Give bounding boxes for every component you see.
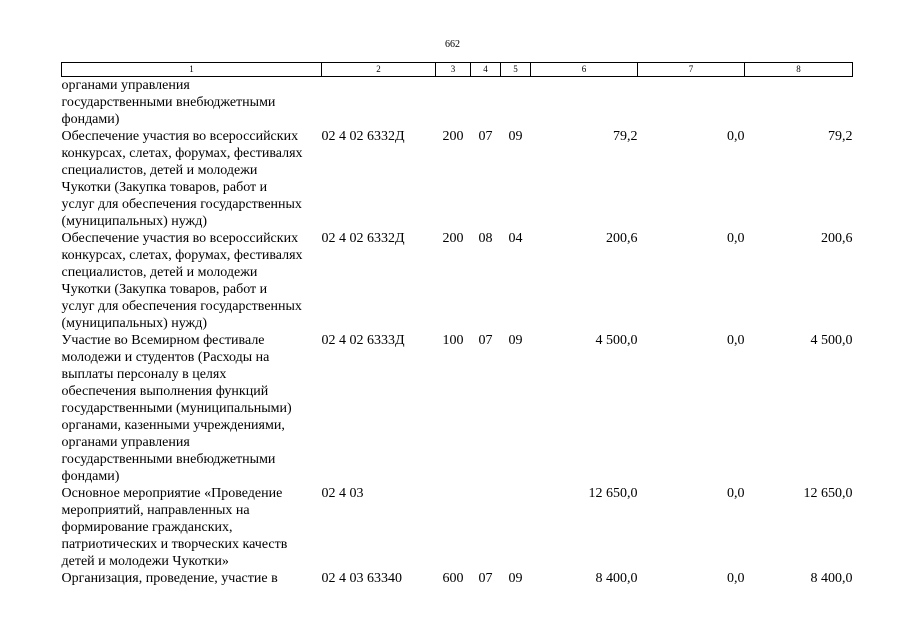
table-header-row — [62, 63, 853, 77]
row-value-6: 4 500,0 — [595, 333, 638, 348]
row-value-8: 79,2 — [828, 129, 853, 144]
row-value-8: 4 500,0 — [810, 333, 853, 348]
row-expense-type — [436, 77, 471, 129]
row-expense-type: 600 — [442, 571, 464, 586]
row-section — [471, 77, 501, 129]
row-expense-type: 200 — [442, 231, 464, 246]
row-section — [471, 485, 501, 570]
column-header: 7 — [638, 63, 745, 77]
column-header: 8 — [745, 63, 853, 77]
row-code: 02 4 02 6332Д — [321, 231, 405, 246]
page-number: 662 — [445, 39, 460, 50]
row-section: 07 — [478, 333, 493, 348]
row-value-8: 12 650,0 — [803, 486, 853, 501]
row-description: Организация, проведение, участие в — [61, 571, 278, 586]
row-subsection — [501, 77, 531, 129]
column-header: 3 — [436, 63, 471, 77]
row-description: Обеспечение участия во всероссийских конкурсах, слетах, форумах, фестивалях специалистов, детей и молодежи Чукотки (Закупка товаров, работ и услуг для обеспечения государственных (муниципальных) нужд) — [61, 231, 303, 331]
column-header: 4 — [471, 63, 501, 77]
row-expense-type — [436, 485, 471, 570]
row-expense-type: 200 — [442, 129, 464, 144]
row-value-7: 0,0 — [727, 486, 745, 501]
row-value-6 — [531, 77, 638, 129]
row-description: органами управления государственными внебюджетными фондами) — [61, 78, 276, 127]
column-header: 2 — [322, 63, 436, 77]
row-value-7: 0,0 — [727, 333, 745, 348]
row-description: Участие во Всемирном фестивале молодежи и студентов (Расходы на выплаты персоналу в целях обеспечения выполнения функций государственными (муниципальными) органами, казенными учреждениями, органами управления государственными внебюджетными фондами) — [61, 333, 292, 484]
table-row — [62, 77, 853, 129]
row-code — [322, 77, 436, 129]
row-value-8: 200,6 — [821, 231, 853, 246]
row-value-8 — [745, 77, 853, 129]
row-subsection — [501, 485, 531, 570]
row-section: 07 — [478, 571, 493, 586]
row-description: Основное мероприятие «Проведение мероприятий, направленных на формирование гражданских, патриотических и творческих качеств детей и молодежи Чукотки» — [61, 486, 288, 569]
row-value-6: 8 400,0 — [595, 571, 638, 586]
column-header: 5 — [501, 63, 531, 77]
row-value-7: 0,0 — [727, 571, 745, 586]
row-section: 08 — [478, 231, 493, 246]
row-subsection: 09 — [508, 571, 523, 586]
row-code: 02 4 03 — [321, 486, 364, 501]
table-row — [62, 230, 853, 332]
row-value-7: 0,0 — [727, 129, 745, 144]
table-row — [62, 485, 853, 570]
row-subsection: 09 — [508, 129, 523, 144]
row-subsection: 04 — [508, 231, 523, 246]
column-header: 1 — [62, 63, 322, 77]
row-expense-type: 100 — [442, 333, 464, 348]
row-subsection: 09 — [508, 333, 523, 348]
row-value-6: 12 650,0 — [588, 486, 638, 501]
column-header: 6 — [531, 63, 638, 77]
row-value-6: 79,2 — [613, 129, 638, 144]
row-code: 02 4 02 6332Д — [321, 129, 405, 144]
row-value-7 — [638, 77, 745, 129]
row-value-7: 0,0 — [727, 231, 745, 246]
table-row — [62, 570, 853, 587]
row-value-6: 200,6 — [606, 231, 638, 246]
row-section: 07 — [478, 129, 493, 144]
row-code: 02 4 03 63340 — [321, 571, 402, 586]
budget-table — [61, 62, 853, 587]
row-value-8: 8 400,0 — [810, 571, 853, 586]
table-row — [62, 332, 853, 485]
table-row — [62, 128, 853, 230]
row-code: 02 4 02 6333Д — [321, 333, 405, 348]
row-description: Обеспечение участия во всероссийских конкурсах, слетах, форумах, фестивалях специалистов, детей и молодежи Чукотки (Закупка товаров, работ и услуг для обеспечения государственных (муниципальных) нужд) — [61, 129, 303, 229]
